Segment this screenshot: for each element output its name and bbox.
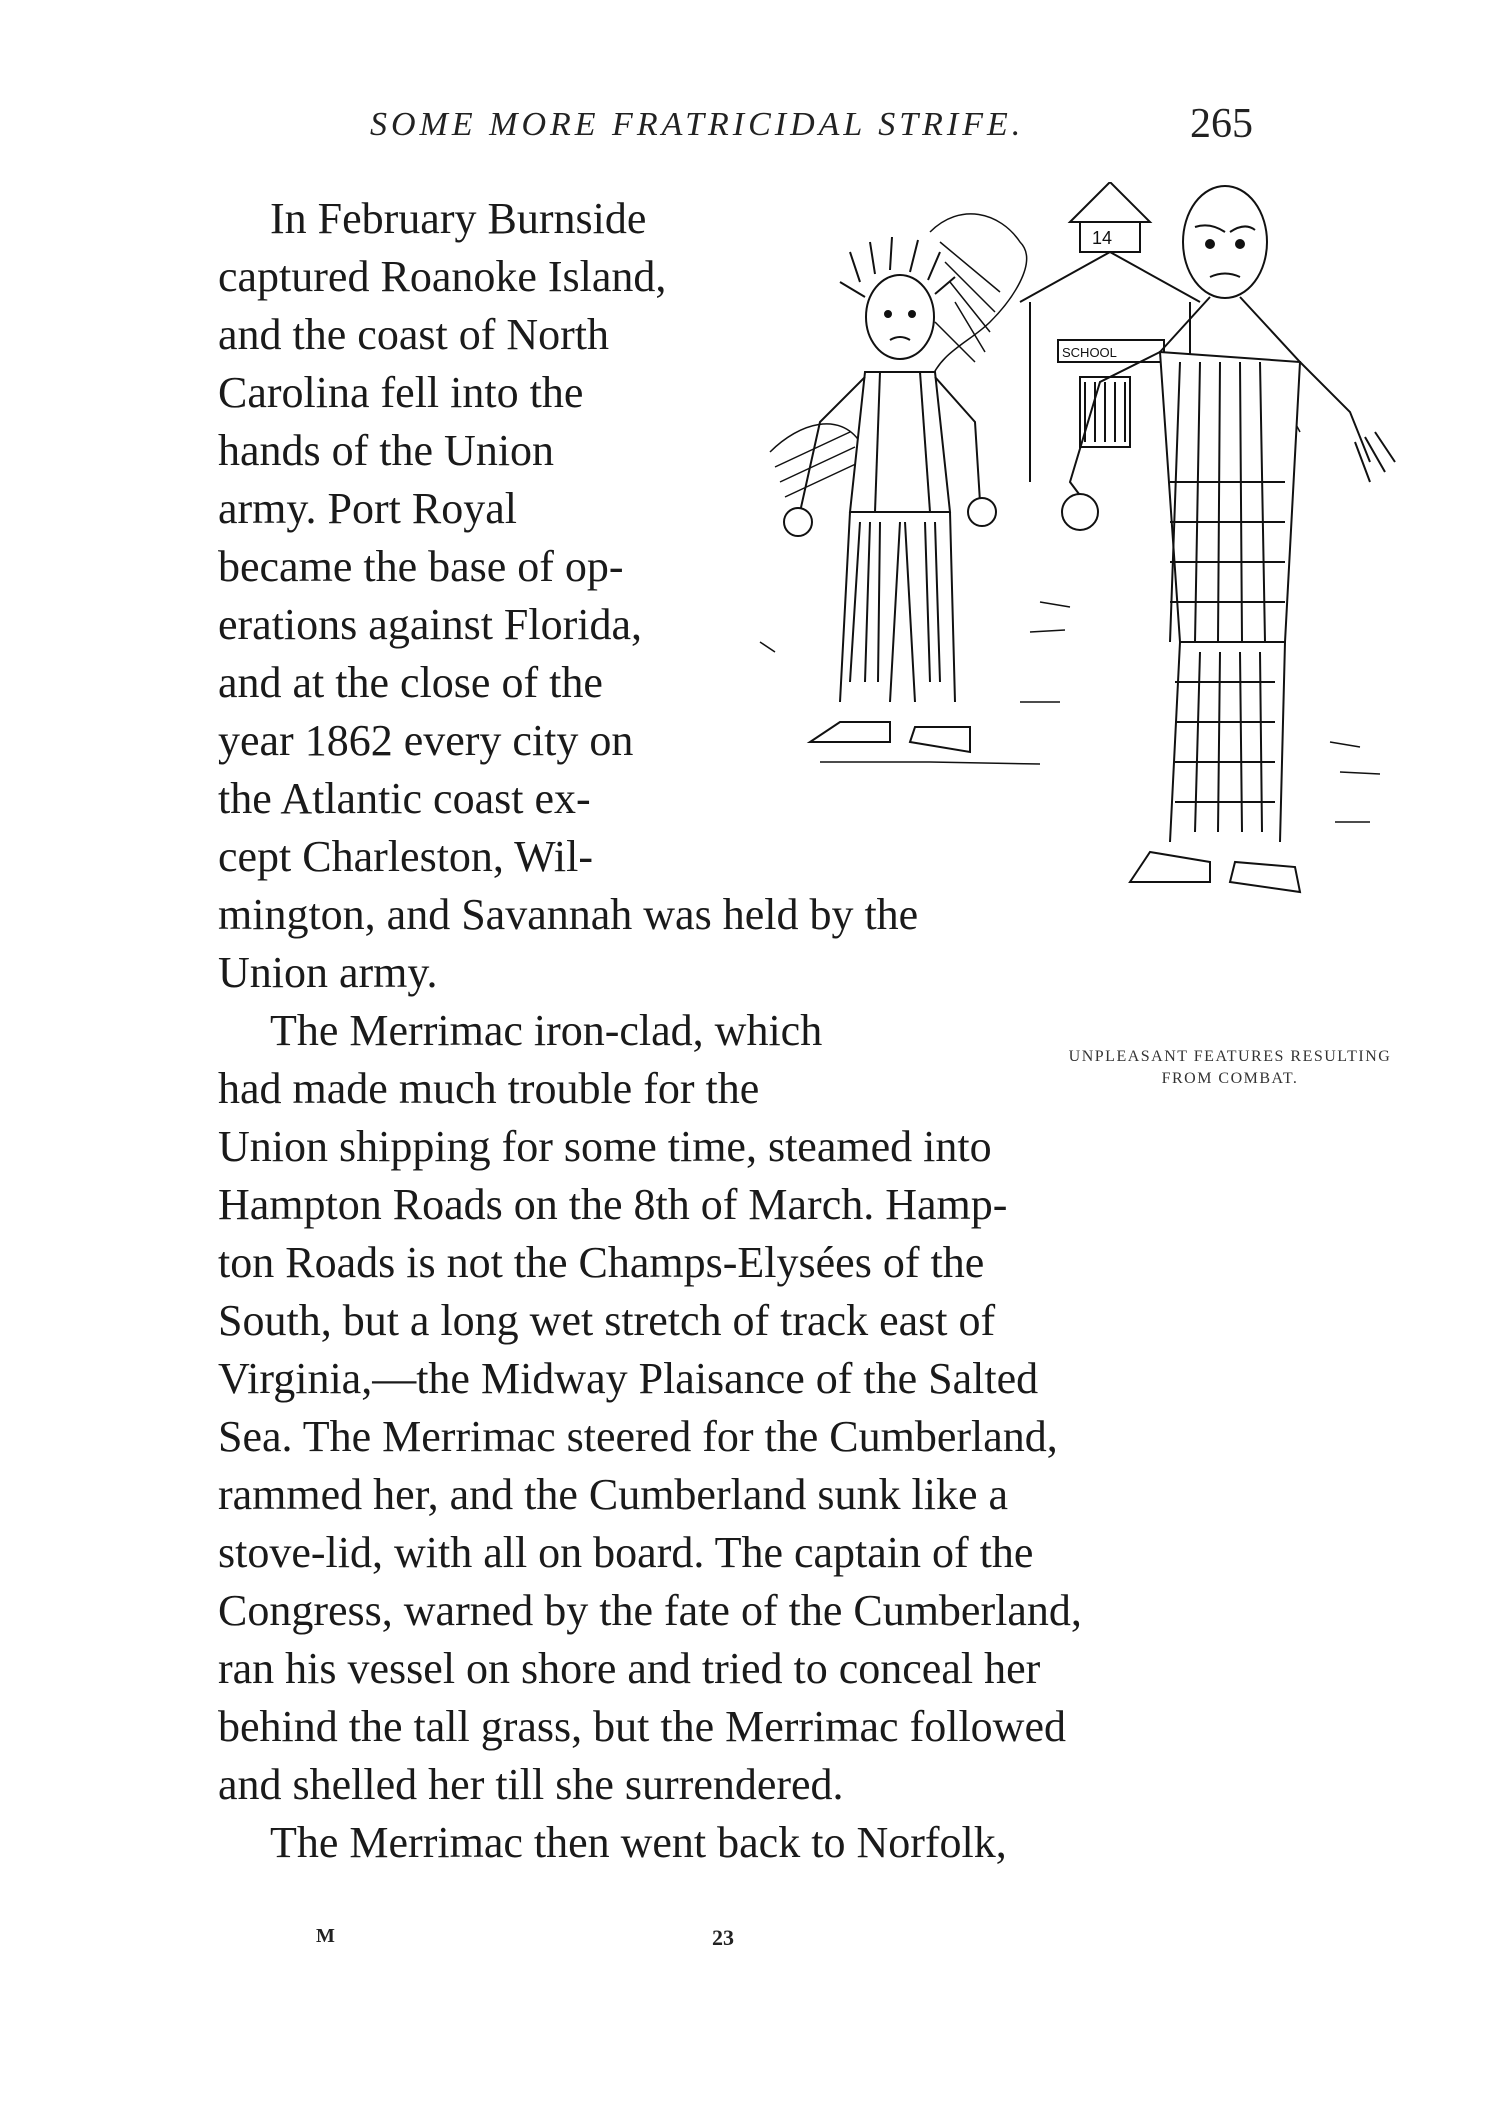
running-title: SOME MORE FRATRICIDAL STRIFE. <box>370 106 1025 143</box>
text-line: and at the close of the <box>218 658 603 707</box>
text-line: cept Charleston, Wil- <box>218 832 593 881</box>
school-sign: SCHOOL <box>1062 345 1117 360</box>
man-figure <box>1062 186 1395 892</box>
svg-text:14: 14 <box>1092 228 1113 248</box>
text-line: the Atlantic coast ex- <box>218 774 591 823</box>
text-line: Virginia,—the Midway Plaisance of the Salted <box>218 1354 1039 1403</box>
text-line: The Merrimac then went back to Norfolk, <box>270 1818 1007 1867</box>
text-line: ton Roads is not the Champs-Elysées of the <box>218 1238 985 1287</box>
page-number: 265 <box>1190 101 1253 147</box>
text-line: stove-lid, with all on board. The captain of the <box>218 1528 1034 1577</box>
text-line: and the coast of North <box>218 310 609 359</box>
text-line: mington, and Savannah was held by the <box>218 890 919 939</box>
signature-mark: M <box>316 1925 335 1947</box>
caption-line: FROM COMBAT. <box>1161 1070 1299 1087</box>
text-line: The Merrimac iron-clad, which <box>270 1006 823 1055</box>
illustration-caption <box>1010 1046 1450 1090</box>
text-line: South, but a long wet stretch of track east of <box>218 1296 996 1345</box>
text-line: year 1862 every city on <box>218 716 634 765</box>
text-line: Union army. <box>218 948 438 997</box>
text-line: Sea. The Merrimac steered for the Cumberland, <box>218 1412 1058 1461</box>
text-line: Hampton Roads on the 8th of March. Hamp- <box>218 1180 1008 1229</box>
text-line: and shelled her till she surrendered. <box>218 1760 844 1809</box>
text-line: captured Roanoke Island, <box>218 252 667 301</box>
signature-number: 23 <box>712 1925 734 1950</box>
text-line: ran his vessel on shore and tried to conceal her <box>218 1644 1041 1693</box>
text-line: Congress, warned by the fate of the Cumberland, <box>218 1586 1082 1635</box>
boy-figure <box>784 237 996 752</box>
text-line: In February Burnside <box>270 194 647 243</box>
text-line: Union shipping for some time, steamed into <box>218 1122 992 1171</box>
text-line: rammed her, and the Cumberland sunk like a <box>218 1470 1009 1519</box>
text-line: hands of the Union <box>218 426 555 475</box>
text-line: Carolina fell into the <box>218 368 584 417</box>
text-line: had made much trouble for the <box>218 1064 760 1113</box>
text-line: army. Port Royal <box>218 484 517 533</box>
text-line: behind the tall grass, but the Merrimac followed <box>218 1702 1066 1751</box>
running-header <box>340 100 1280 160</box>
text-line: became the base of op- <box>218 542 624 591</box>
text-line: erations against Florida, <box>218 600 643 649</box>
caption-line: UNPLEASANT FEATURES RESULTING <box>1068 1048 1392 1065</box>
illustration-boy-and-man <box>740 182 1440 1022</box>
